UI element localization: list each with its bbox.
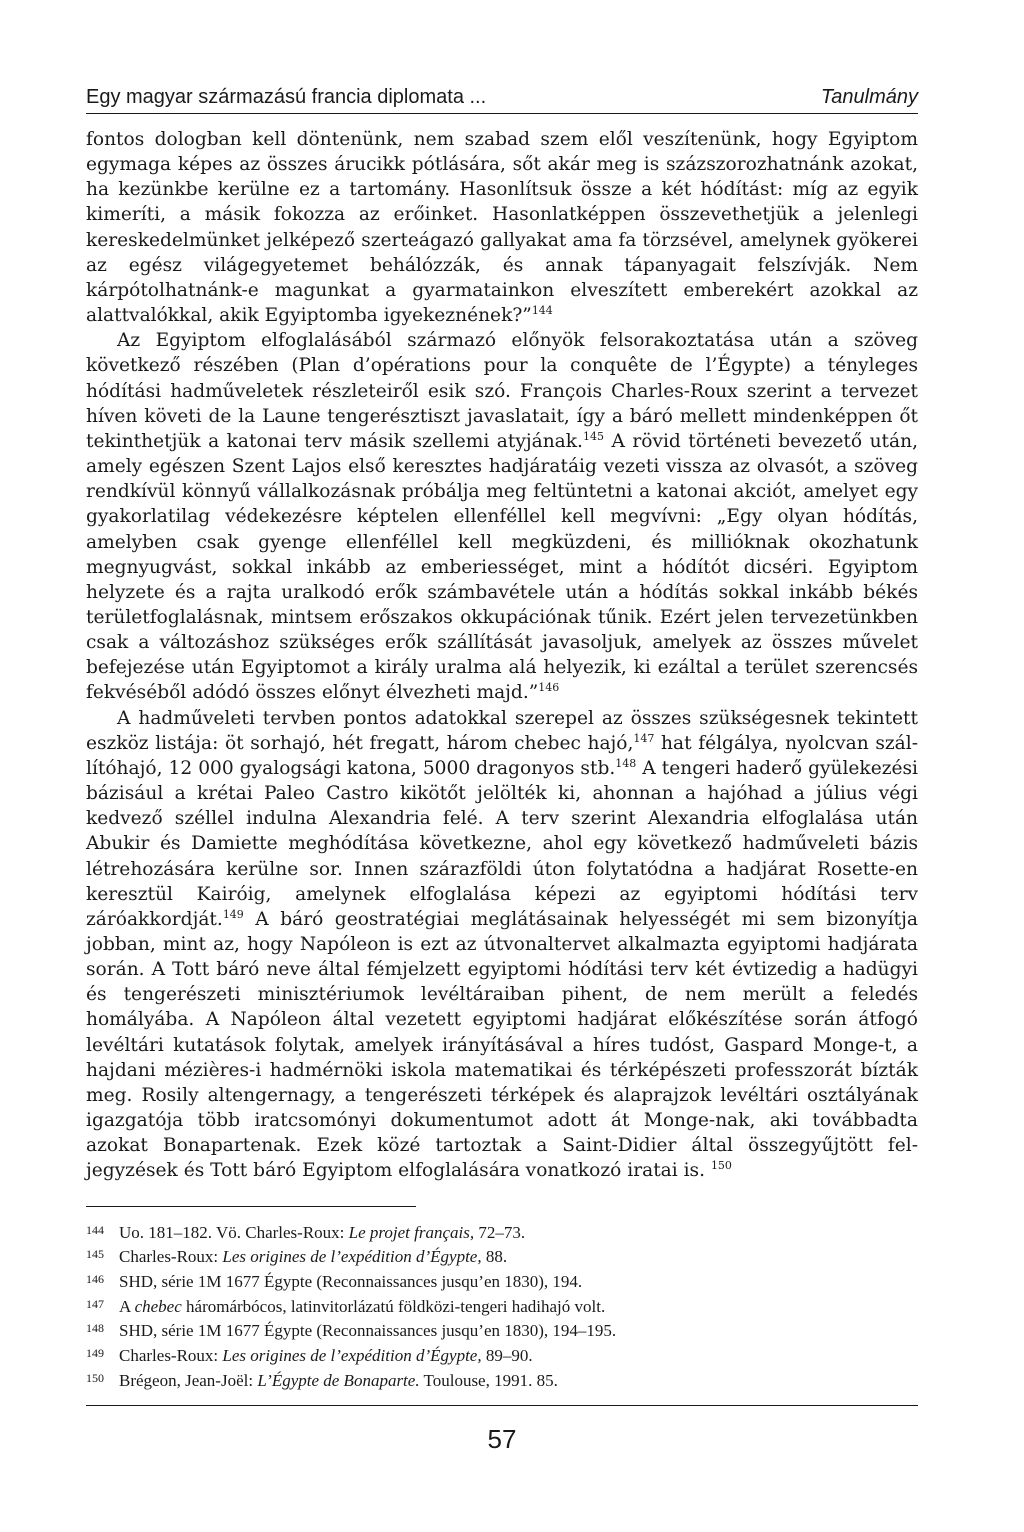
text-run: 89–90. bbox=[481, 1346, 533, 1366]
footnote-text bbox=[119, 1344, 533, 1369]
text-run: 72–73. bbox=[474, 1222, 526, 1242]
text-run: SHD, série 1M 1677 Égypte (Reconnaissances jusqu’en 1830), 194. bbox=[119, 1271, 583, 1291]
bottom-rule bbox=[86, 1405, 918, 1406]
footnote-number: 147 bbox=[86, 1296, 104, 1311]
footnotes bbox=[86, 1221, 918, 1394]
text-run: Brégeon, Jean-Joël: bbox=[119, 1370, 258, 1390]
header-title: Egy magyar származású francia diplomata ... bbox=[86, 86, 487, 108]
text-run: fontos dologban kell döntenünk, nem szabad szem elől veszítenünk, hogy Egyiptom egymaga képes az összes árucikk pótlására, sőt akár meg is százszorozhatnánk azokat, ha kezünkbe kerülne ez a tartomány. Hasonlítsuk össze a két hódítást: míg az egyik kimeríti, a másik fokozza az erőinket. Hasonlatképpen összevethetjük a jelenlegi kereskedelmünket jelképező szerteágazó gallyakat ama fa törzsével, amelynek gyökerei az egész világegyetemet behálózzák, és annak tápanyagait felszívják. Nem kárpótolhatnánk-e magunkat a gyarmatainkon elveszített emberekért azokkal az alattvalókkal, akik Egyiptomba igyekeznének?” bbox=[86, 129, 918, 327]
footnote-number: 150 bbox=[86, 1370, 104, 1385]
italic-text: L’Égypte de Bonaparte. bbox=[257, 1370, 420, 1390]
paragraph bbox=[86, 328, 918, 705]
document-page bbox=[86, 84, 918, 1455]
footnote-number: 145 bbox=[86, 1247, 104, 1262]
footnote-number: 149 bbox=[86, 1346, 104, 1361]
text-run: háromárbócos, latinvitorlázatú földközi-tengeri hadihajó volt. bbox=[181, 1296, 606, 1316]
footnote-number: 144 bbox=[86, 1222, 104, 1237]
text-run: A bbox=[119, 1296, 135, 1316]
footnote-number: 148 bbox=[86, 1321, 104, 1336]
paragraph bbox=[86, 706, 918, 1184]
footnote bbox=[86, 1245, 918, 1270]
footnote bbox=[86, 1344, 918, 1369]
footnote bbox=[86, 1295, 918, 1320]
page-number: 57 bbox=[487, 1424, 517, 1455]
text-run: A hadműveleti tervben pontos adatokkal szerepel az összes szükségesnek tekintett eszköz listája: öt sorhajó, hét fregatt, három chebec hajó, bbox=[86, 707, 918, 754]
italic-text: Les origines de l’expédition d’Égypte, bbox=[222, 1247, 482, 1267]
footnote-text bbox=[119, 1295, 605, 1320]
footnote-text bbox=[119, 1369, 558, 1394]
body-text bbox=[86, 127, 918, 1184]
text-run: SHD, série 1M 1677 Égypte (Reconnaissances jusqu’en 1830), 194–195. bbox=[119, 1321, 617, 1341]
footnote-ref: 145 bbox=[582, 429, 604, 443]
text-run: A báró geostratégiai meglátásainak helyességét mi sem bizonyítja jobban, mint az, hogy Napóleon is ezt az útvonaltervet alkalmazta egyiptomi hadjárata során. A Tott báró neve által fémjelzett egyiptomi hódítási terv két évtizedig a hadügyi és tengerészeti minisztériumok levéltáraiban pihent, de nem merült a feledés homályába. A Napóleon által vezetett egyiptomi hadjárat előkészítése során átfogó levéltári kutatások folytak, amelyek irányításával a híres tudóst, Gaspard Monge-t, a hajdani mézières-i hadmérnöki iskola matematikai és térképészeti professzorát bízták meg. Rosily altengernagy, a tengerészeti térképek és alaprajzok levéltári osztályának igazgatója több iratcsomónyi dokumentumot adott át Monge-nak, aki továbbadta azokat Bonapartenak. Ezek közé tartoztak a Saint-Didier által összegyűjtött feljegyzések és Tott báró Egyiptom elfoglalására vonatkozó iratai is. bbox=[86, 908, 918, 1182]
footnote bbox=[86, 1319, 918, 1344]
footnote bbox=[86, 1369, 918, 1394]
footnote-separator bbox=[86, 1206, 416, 1207]
footnote-text bbox=[119, 1319, 616, 1344]
footnote-text bbox=[119, 1245, 507, 1270]
footnote-ref: 149 bbox=[222, 907, 244, 921]
header-section-label: Tanulmány bbox=[820, 86, 918, 108]
footnote bbox=[86, 1270, 918, 1295]
footnote-ref: 150 bbox=[710, 1159, 732, 1173]
text-run: Toulouse, 1991. 85. bbox=[419, 1370, 558, 1390]
footnote-text bbox=[119, 1221, 525, 1246]
text-run: A rövid történeti bevezető után, amely egészen Szent Lajos első keresztes hadjáratáig vezeti vissza az olvasót, a szöveg rendkívül könnyű vállalkozásnak próbálja meg feltüntetni a katonai akciót, amelyet egy gyakorlatilag védekezésre képtelen ellenféllel kell megvívni: „Egy olyan hódítás, amelyben csak gyenge ellenféllel kell megküzdeni, és millióknak okozhatunk megnyugvást, sokkal inkább az emberiességet, mint a hódítót dicséri. Egyiptom helyzete és a rajta uralkodó erők számbavétele után a hódítás sokkal inkább békés területfoglalásnak, mintsem erőszakos okkupációnak tűnik. Ezért jelen tervezetünkben csak a változáshoz szükséges erők szállítását javasoljuk, amelyek az összes művelet befejezése után Egyiptomot a király uralma alá helyezik, ki ezáltal a terület szerencsés fekvéséből adódó összes előnyt élvezheti majd.” bbox=[86, 430, 918, 704]
running-header bbox=[86, 84, 918, 114]
paragraph bbox=[86, 127, 918, 328]
text-run: A tengeri haderő gyülekezési bázisául a krétai Paleo Castro kikötőt jelölték ki, ahonnan a hajóhad a július végi kedvező széllel indulna Alexandria felé. A terv szerint Alexandria elfoglalása után Abukir és Damiette meghódítása következne, ahol egy következő hadműveleti bázis létrehozására kerülne sor. Innen szárazföldi úton folytatódna a hadjárat Rosette-en keresztül Kairóig, amelynek elfoglalása képezi az egyiptomi hódítási terv záróakkordját. bbox=[86, 757, 918, 930]
italic-text: chebec bbox=[134, 1296, 182, 1316]
text-run: Uo. 181–182. Vö. Charles-Roux: bbox=[119, 1222, 349, 1242]
italic-text: Le projet français, bbox=[348, 1222, 475, 1242]
footnote-ref: 148 bbox=[615, 756, 637, 770]
text-run: Charles-Roux: bbox=[119, 1247, 223, 1267]
footnote bbox=[86, 1221, 918, 1246]
footnote-number: 146 bbox=[86, 1271, 104, 1286]
footnote-ref: 147 bbox=[633, 731, 655, 745]
text-run: 88. bbox=[481, 1247, 508, 1267]
footnote-ref: 144 bbox=[531, 304, 553, 318]
text-run: Az Egyiptom elfoglalásából származó előnyök felsorakoztatása után a szöveg következő részében (Plan d’opérations pour la conquête de l’Égypte) a tényleges hódítási hadműveletek részleteiről esik szó. François Charles-Roux szerint a tervezet híven követi de la Laune tengerésztiszt javaslatait, így a báró mellett mindenképpen őt tekinthetjük a katonai terv másik szellemi atyjának. bbox=[86, 330, 918, 452]
footnote-text bbox=[119, 1270, 582, 1295]
italic-text: Les origines de l’expédition d’Égypte, bbox=[222, 1346, 482, 1366]
text-run: Charles-Roux: bbox=[119, 1346, 223, 1366]
text-run: hat félgálya, nyolcvan szállítóhajó, 12 000 gyalogsági katona, 5000 dragonyos stb. bbox=[86, 732, 918, 779]
footnote-ref: 146 bbox=[538, 681, 560, 695]
